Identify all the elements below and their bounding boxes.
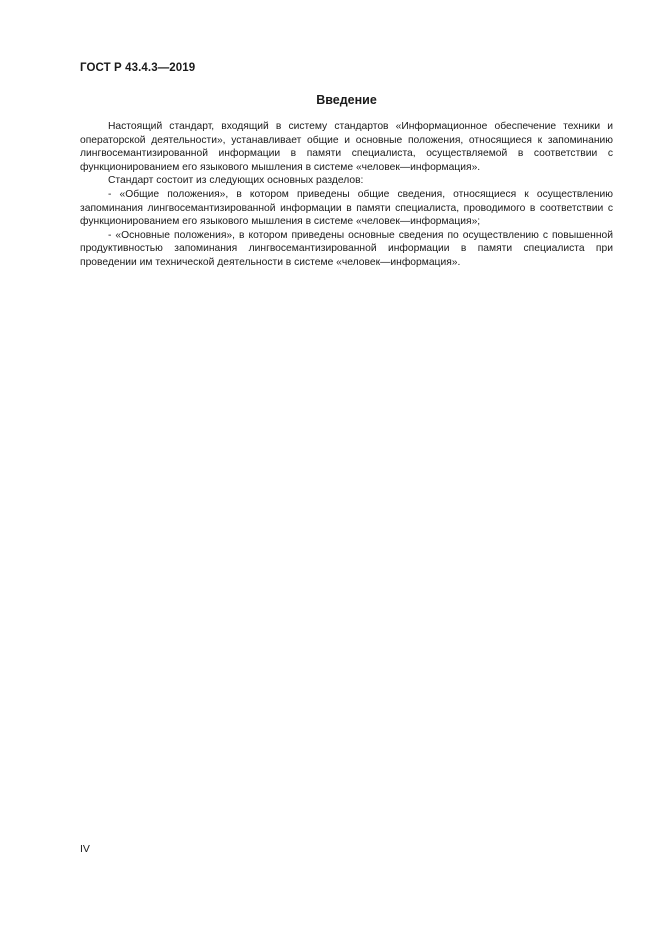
section-title: Введение: [316, 93, 377, 107]
paragraph-intro: Настоящий стандарт, входящий в систему стандартов «Информационное обеспечение техники и операторской деятельности», устанавливает общие и основные положения, относящиеся к запоминанию лингвосемантизированной информации в памяти специалиста, осуществляемой в соответствии с функционированием его языкового мышления в системе «человек—информация».: [80, 121, 613, 173]
standard-id: ГОСТ Р 43.4.3—2019: [80, 62, 196, 74]
body-text: [80, 120, 613, 270]
paragraph-structure: Стандарт состоит из следующих основных разделов:: [108, 175, 364, 187]
page-number: IV: [80, 843, 90, 855]
list-item-general: - «Общие положения», в котором приведены общие сведения, относящиеся к осуществлению запоминания лингвосемантизированной информации в памяти специалиста, проводимого в соответствии с функционированием его языкового мышления в системе «человек—информация»;: [80, 188, 613, 228]
list-item-main: - «Основные положения», в котором приведены основные сведения по осуществлению с повышенной продуктивностью запоминания лингвосемантизированной информации в памяти специалиста при проведении им технической деятельности в системе «человек—информация».: [80, 229, 613, 268]
